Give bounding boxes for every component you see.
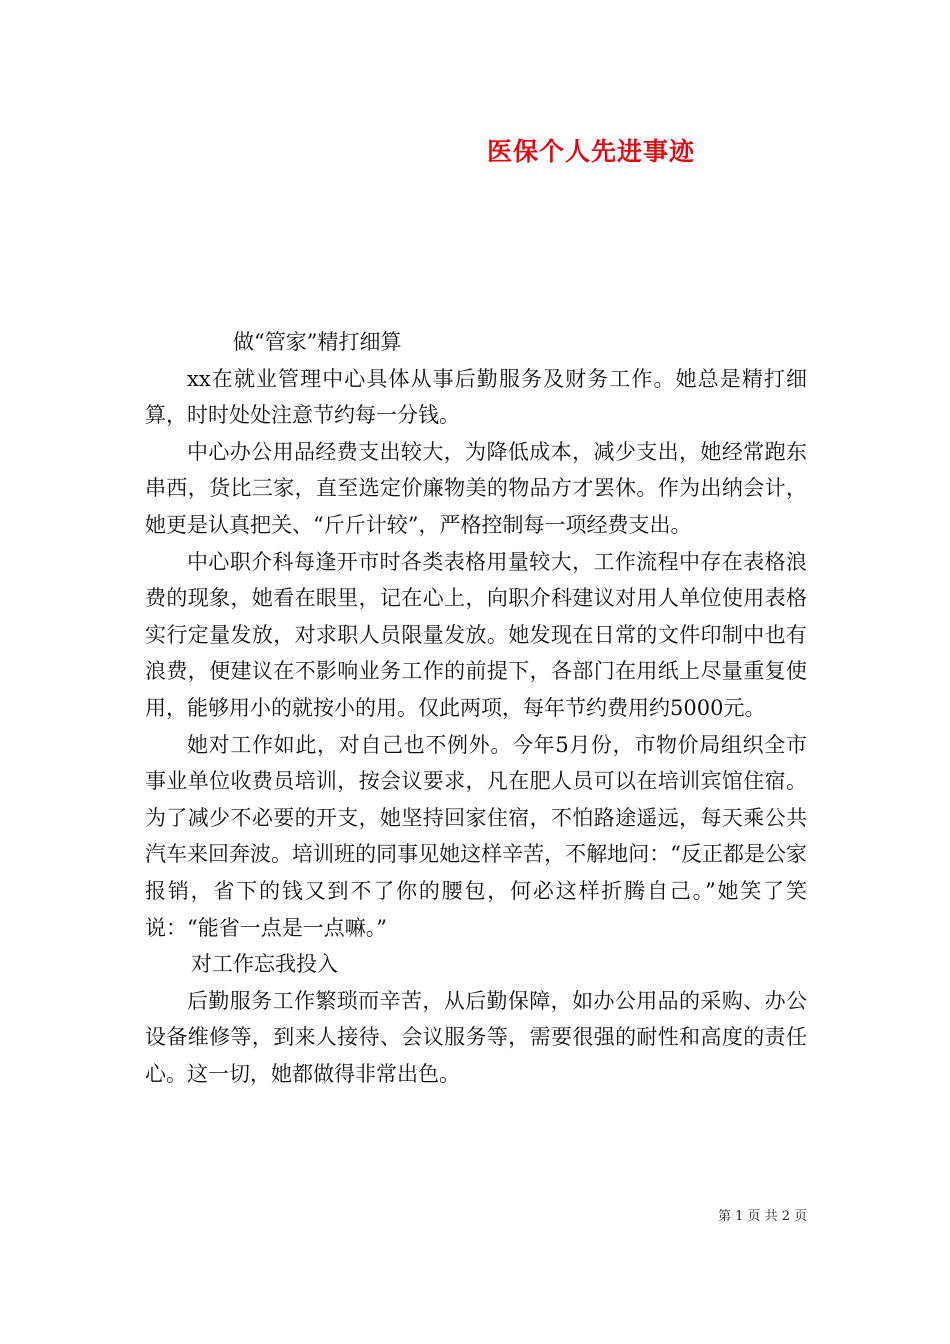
- paragraph: 后勤服务工作繁琐而辛苦，从后勤保障，如办公用品的采购、办公设备维修等，到来人接待、会议服务等，需要很强的耐性和高度的责任心。这一切，她都做得非常出色。: [145, 988, 807, 1086]
- paragraph: 中心办公用品经费支出较大，为降低成本，减少支出，她经常跑东串西，货比三家，直至选定价廉物美的物品方才罢休。作为出纳会计，她更是认真把关、“斤斤计较”，严格控制每一项经费支出。: [145, 439, 807, 537]
- paragraph: 她对工作如此，对自己也不例外。今年5月份，市物价局组织全市事业单位收费员培训，按会议要求，凡在肥人员可以在培训宾馆住宿。为了减少不必要的开支，她坚持回家住宿，不怕路途遥远，每天乘公共汽车来回奔波。培训班的同事见她这样辛苦，不解地问：“反正都是公家报销，省下的钱又到不了你的腰包，何必这样折腾自己。”她笑了笑说：“能省一点是一点嘛。”: [145, 732, 807, 940]
- section-heading: 对工作忘我投入: [191, 952, 338, 977]
- section-heading: 做“管家”精打细算: [233, 330, 402, 354]
- paragraph: xx在就业管理中心具体从事后勤服务及财务工作。她总是精打细算，时时处处注意节约每一分钱。: [145, 366, 807, 428]
- page-number: 第 1 页 共 2 页: [718, 1209, 808, 1224]
- paragraph: 中心职介科每逢开市时各类表格用量较大，工作流程中存在表格浪费的现象，她看在眼里，记在心上，向职介科建议对用人单位使用表格实行定量发放，对求职人员限量发放。她发现在日常的文件印制中也有浪费，便建议在不影响业务工作的前提下，各部门在用纸上尽量重复使用，能够用小的就按小的用。仅此两项，每年节约费用约5000元。: [145, 549, 807, 720]
- document-body: [145, 324, 807, 1092]
- document-title: 医保个人先进事迹: [487, 137, 696, 166]
